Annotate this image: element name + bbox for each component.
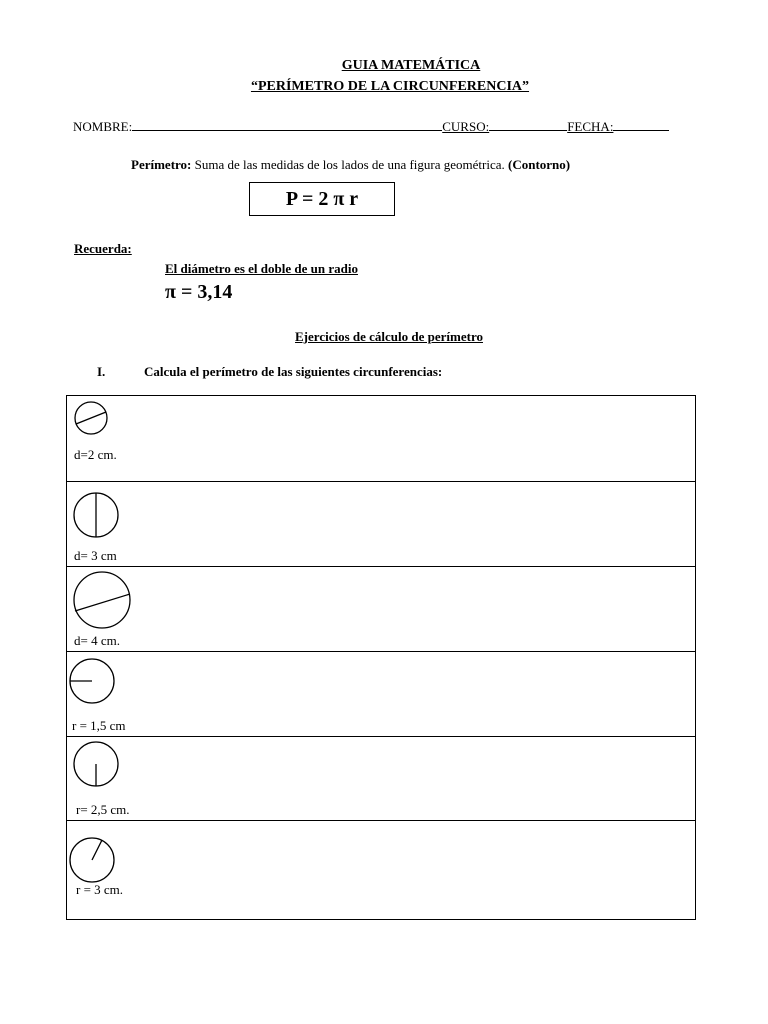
circle-measure: d= 3 cm — [74, 548, 117, 563]
date-field[interactable] — [613, 119, 669, 131]
circle-diagram — [73, 574, 135, 630]
perimeter-definition — [131, 157, 570, 173]
name-label: NOMBRE: — [73, 119, 133, 134]
circle-diagram — [74, 400, 114, 440]
circle-measure: r = 1,5 cm — [72, 718, 126, 733]
circle-measure: r= 2,5 cm. — [76, 802, 130, 817]
definition-note: (Contorno) — [508, 157, 571, 172]
exercise-instruction: Calcula el perímetro de las siguientes circunferencias: — [144, 364, 443, 379]
circle-diagram — [69, 838, 119, 886]
student-info-line — [73, 119, 669, 135]
circle-measure: d= 4 cm. — [74, 633, 120, 648]
circle-diagram — [69, 660, 119, 706]
exercise-row — [67, 651, 695, 737]
circle-diagram — [73, 742, 123, 790]
reminder-diameter: El diámetro es el doble de un radio — [165, 261, 358, 276]
exercise-row — [67, 566, 695, 652]
course-label: CURSO: — [442, 119, 490, 134]
exercises-heading: Ejercicios de cálculo de perímetro — [295, 329, 483, 344]
exercise-row — [67, 481, 695, 567]
circle-measure: d=2 cm. — [74, 447, 117, 462]
worksheet-title: GUIA MATEMÁTICA — [341, 58, 481, 73]
worksheet-subtitle: “PERÍMETRO DE LA CIRCUNFERENCIA” — [250, 79, 530, 94]
formula-box — [249, 182, 395, 216]
name-field[interactable] — [132, 119, 442, 131]
exercise-table — [66, 395, 696, 920]
exercise-row — [67, 396, 695, 482]
definition-text: Suma de las medidas de los lados de una figura geométrica. — [191, 157, 508, 172]
circle-measure: r = 3 cm. — [76, 882, 124, 897]
reminder-label: Recuerda: — [74, 241, 132, 256]
circle-diagram — [73, 493, 123, 543]
course-field[interactable] — [489, 119, 567, 131]
exercise-row — [67, 736, 695, 821]
perimeter-formula: P = 2 π r — [285, 187, 359, 210]
section-number: I. — [97, 364, 106, 379]
date-label: FECHA: — [567, 119, 614, 134]
exercise-row — [67, 820, 695, 920]
definition-term: Perímetro: — [131, 157, 192, 172]
reminder-pi: π = 3,14 — [165, 281, 233, 303]
